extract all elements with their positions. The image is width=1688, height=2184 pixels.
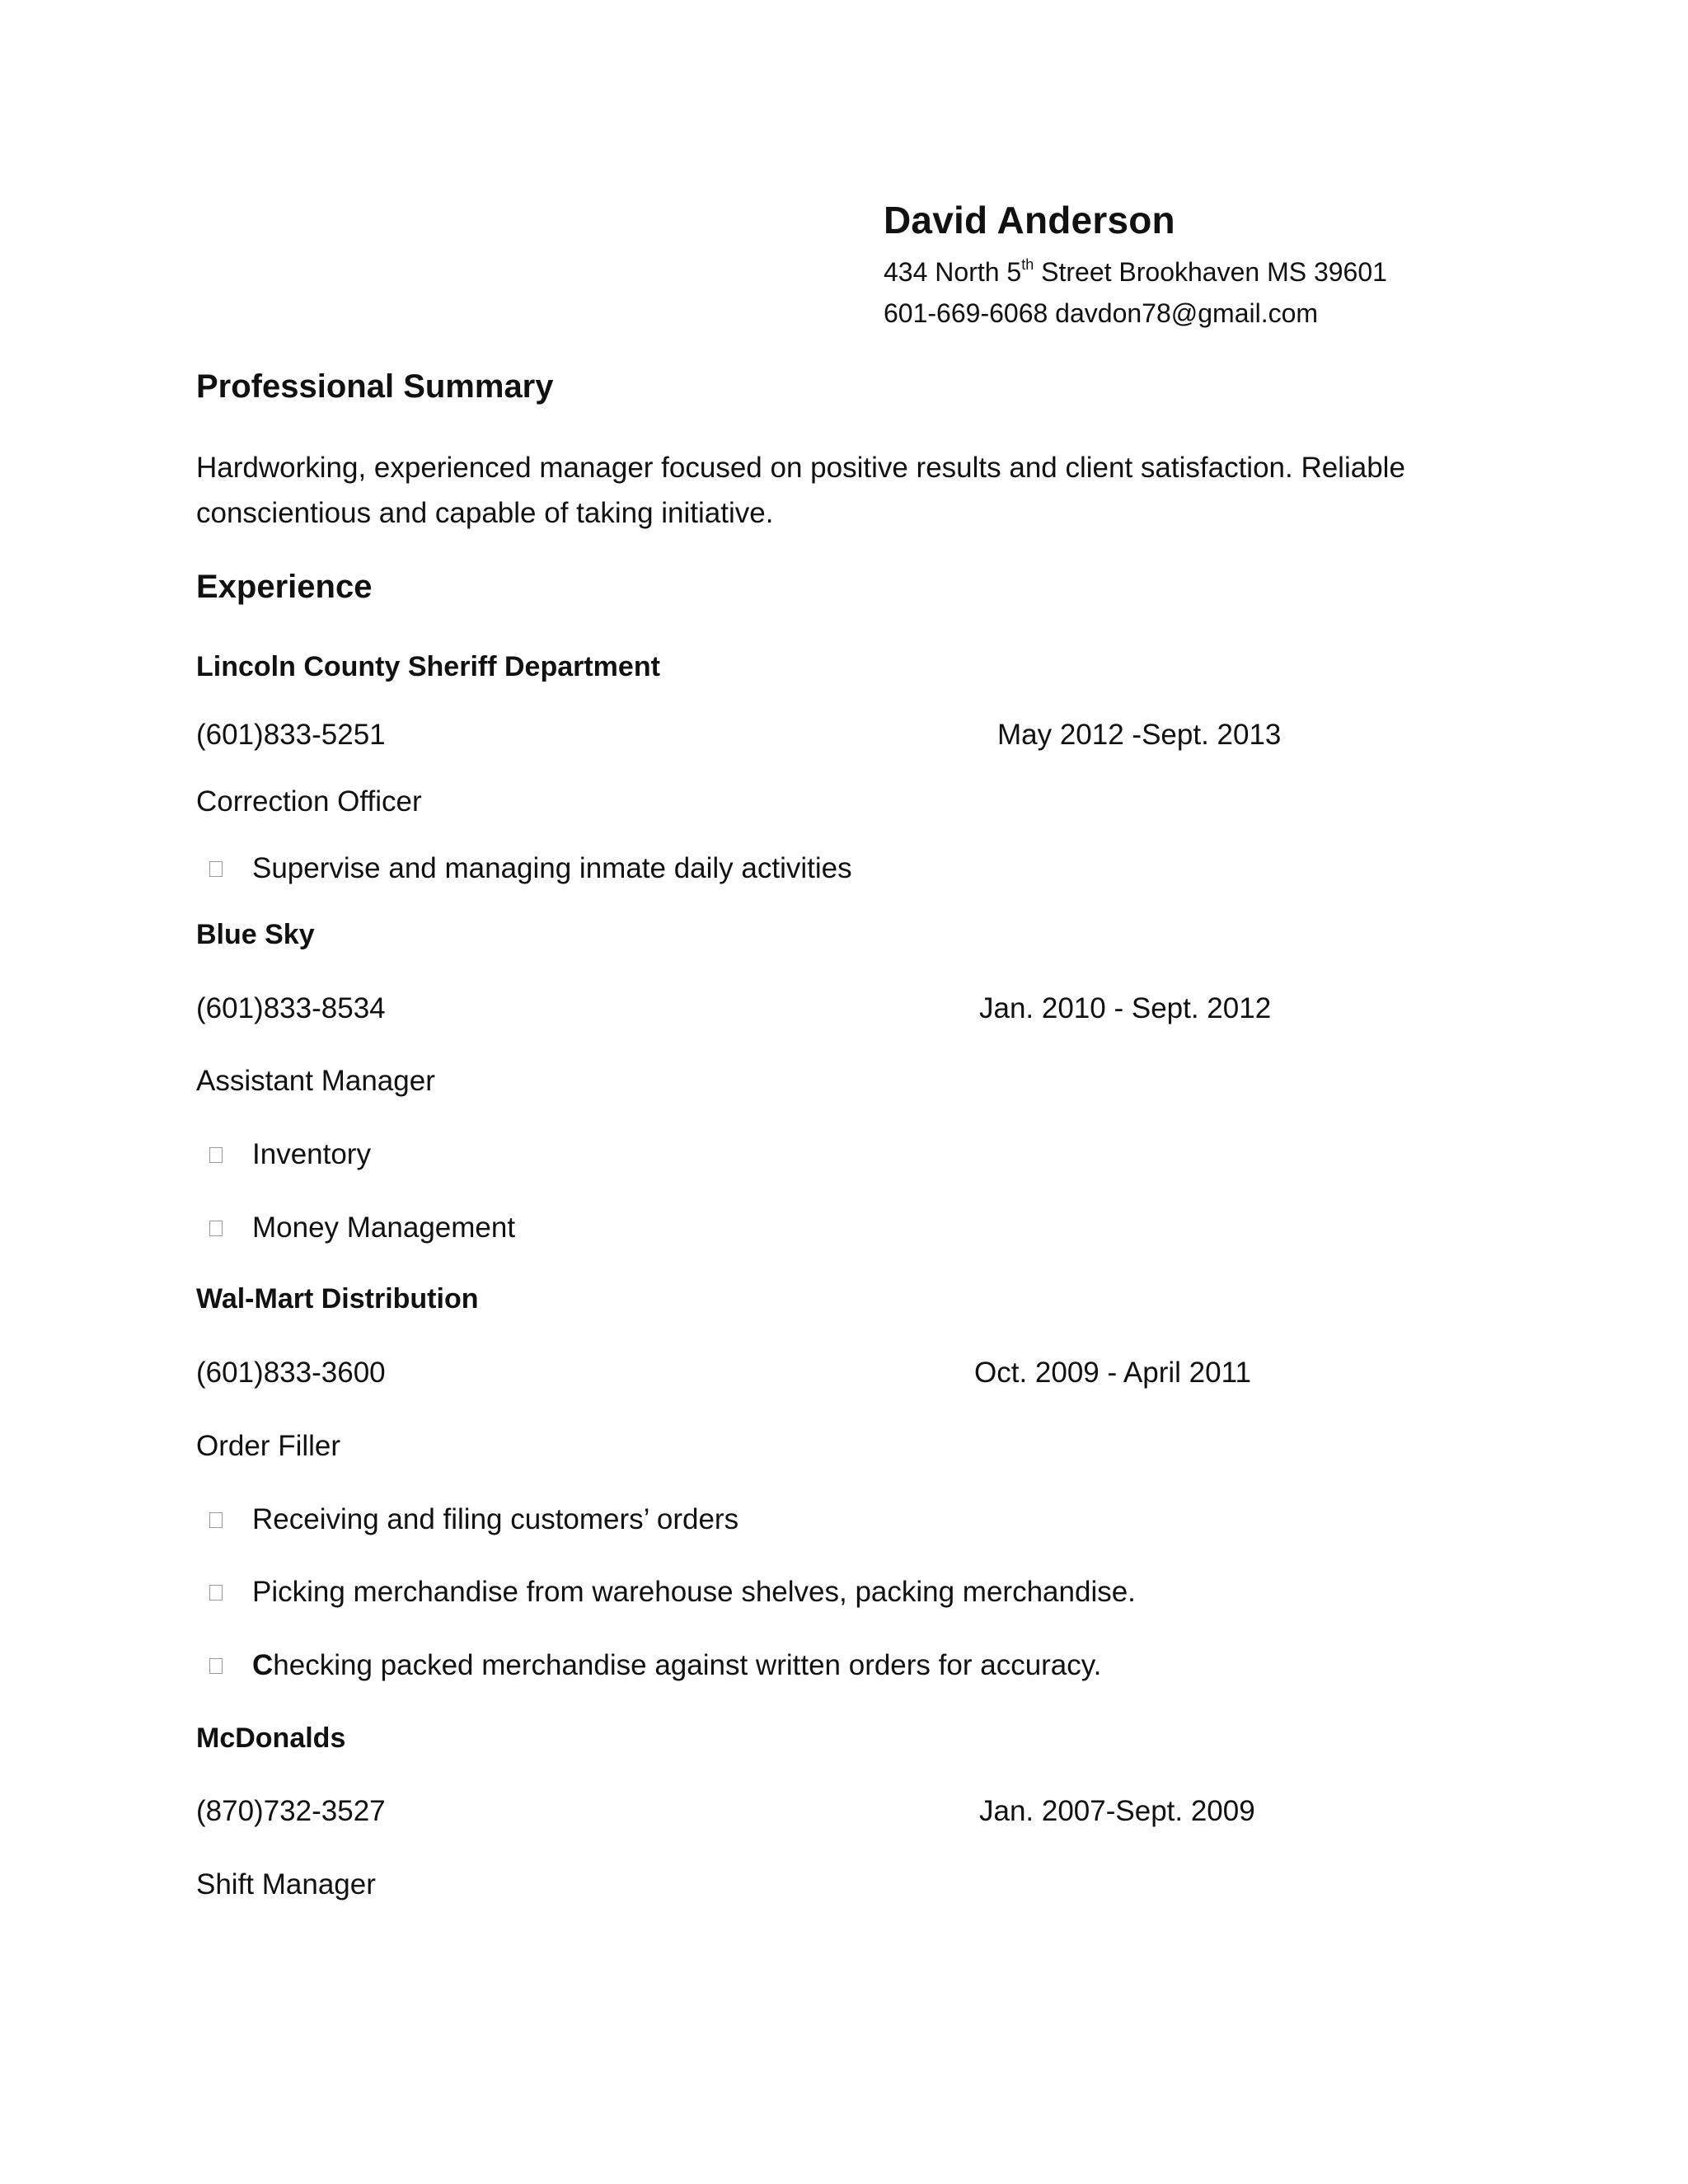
experience-heading: Experience xyxy=(196,569,373,605)
employment-dates: Jan. 2007-Sept. 2009 xyxy=(979,1795,1255,1827)
job-position: Assistant Manager xyxy=(196,1065,435,1097)
bullet-box-icon xyxy=(209,1147,223,1163)
bullet-box-icon xyxy=(209,861,223,877)
address-ordinal-suffix: th xyxy=(1021,256,1034,273)
address-part-1: 434 North 5 xyxy=(884,257,1022,287)
bullet-text-initial: C xyxy=(252,1649,274,1681)
employer-phone: (870)732-3527 xyxy=(196,1795,386,1827)
employer-name: Blue Sky xyxy=(196,919,315,950)
employment-dates: May 2012 -Sept. 2013 xyxy=(997,719,1282,751)
bullet-box-icon xyxy=(209,1585,223,1601)
summary-text: Hardworking, experienced manager focused on positive results and client satisfaction. Reliable conscientious and capable of taking initiative. xyxy=(196,452,1405,529)
employer-phone: (601)833-5251 xyxy=(196,719,386,751)
address-line xyxy=(884,257,1387,288)
list-item xyxy=(196,1649,1101,1682)
phone-email-line: 601-669-6068 davdon78@gmail.com xyxy=(884,298,1319,328)
employer-name: McDonalds xyxy=(196,1722,346,1754)
bullet-box-icon xyxy=(209,1221,223,1236)
bullet-text: Picking merchandise from warehouse shelves, packing merchandise. xyxy=(252,1576,1136,1608)
list-item xyxy=(196,1576,1136,1609)
employer-name: Wal-Mart Distribution xyxy=(196,1283,479,1315)
employer-phone: (601)833-3600 xyxy=(196,1357,386,1389)
employer-name: Lincoln County Sheriff Department xyxy=(196,651,660,682)
bullet-box-icon xyxy=(209,1512,223,1528)
list-item xyxy=(196,1212,515,1244)
list-item xyxy=(196,1503,738,1536)
bullet-text: Supervise and managing inmate daily activities xyxy=(252,852,852,884)
summary-heading: Professional Summary xyxy=(196,368,554,405)
bullet-box-icon xyxy=(209,1658,223,1674)
list-item xyxy=(196,852,852,885)
job-position: Shift Manager xyxy=(196,1868,376,1900)
list-item xyxy=(196,1138,371,1171)
bullet-text: Inventory xyxy=(252,1138,371,1170)
candidate-name: David Anderson xyxy=(884,199,1175,241)
bullet-text: hecking packed merchandise against written orders for accuracy. xyxy=(273,1649,1102,1681)
bullet-text: Money Management xyxy=(252,1212,516,1244)
job-position: Order Filler xyxy=(196,1430,341,1462)
employer-phone: (601)833-8534 xyxy=(196,992,386,1024)
job-position: Correction Officer xyxy=(196,785,422,818)
address-part-2: Street Brookhaven MS 39601 xyxy=(1034,257,1387,287)
employment-dates: Jan. 2010 - Sept. 2012 xyxy=(979,992,1272,1024)
employment-dates: Oct. 2009 - April 2011 xyxy=(974,1357,1251,1389)
bullet-text: Receiving and filing customers’ orders xyxy=(252,1503,739,1535)
